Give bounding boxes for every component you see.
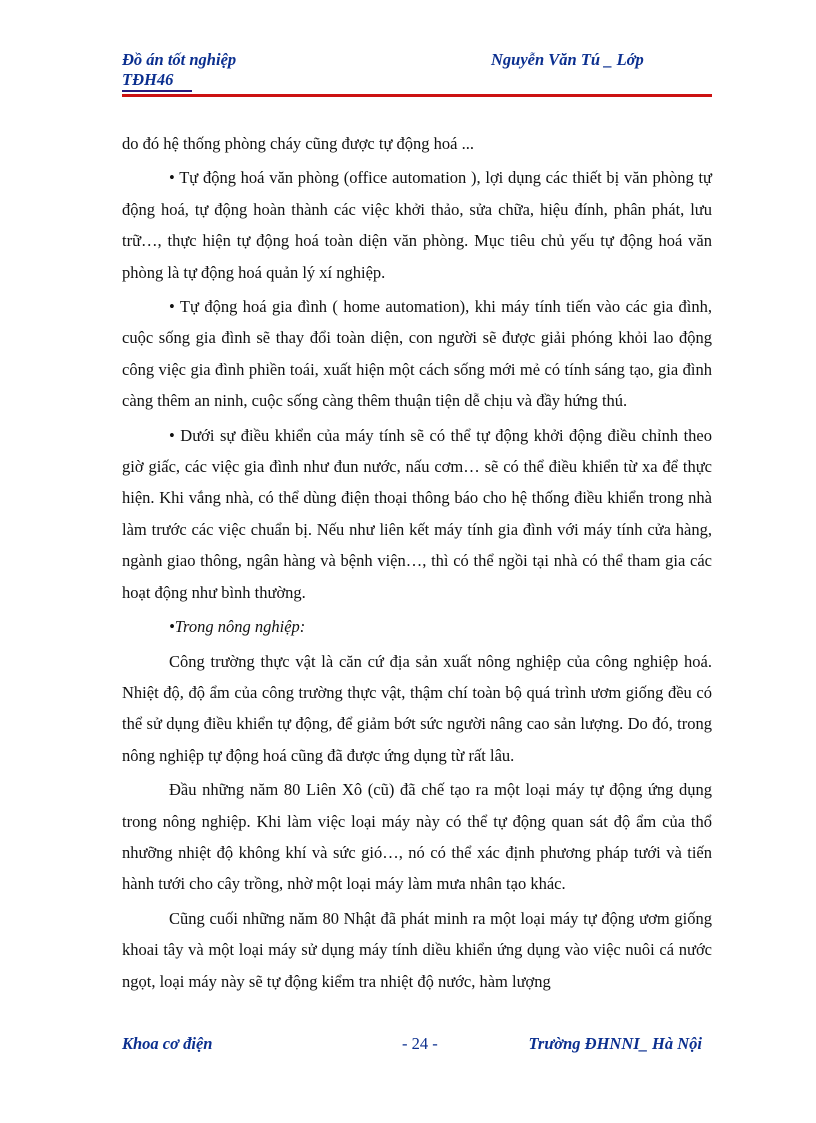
bullet-home-automation [122,291,712,417]
footer-page-number: - 24 - [402,1034,438,1053]
bullet-icon: • [169,297,175,317]
page-footer [122,1032,712,1056]
bullet-text: Dưới sự điều khiển của máy tính sẽ có thể tự động khởi động điều chỉnh theo giờ giấc, các việc gia đình như đun nước, nấu cơm… sẽ có thể điều khiển từ xa để thực hiện. Khi vắng nhà, có thể dùng điện thoại thông báo cho hệ thống điều khiển trong nhà làm trước các việc chuẩn bị. Nếu như liên kết máy tính gia đình với máy tính cửa hàng, ngành giao thông, ngân hàng và bệnh viện…, thì có thể ngồi tại nhà có thể tham gia các hoạt động như bình thường. [122,425,713,602]
header-divider [122,94,712,97]
footer-faculty: Khoa cơ điện [122,1034,213,1053]
bullet-icon: • [169,425,175,445]
page-body [122,128,712,1000]
header-thesis-title: Đồ án tốt nghiệp [122,50,237,69]
header-author: Nguyễn Văn Tú _ Lớp [491,50,644,69]
paragraph-agriculture-1: Công trường thực vật là căn cứ địa sản xuất nông nghiệp của công nghiệp hoá. Nhiệt độ, độ ẩm của công trường thực vật, thậm chí toàn bộ quá trình ươm giống đều có thể sử dụng điều khiển tự động, để giảm bớt sức người nâng cao sản lượng. Do đó, trong nông nghiệp tự động hoá cũng đã được ứng dụng từ rất lâu. [122,651,712,765]
paragraph-continuation: do đó hệ thống phòng cháy cũng được tự động hoá ... [122,134,474,153]
paragraph-agriculture-2: Đầu những năm 80 Liên Xô (cũ) đã chế tạo ra một loại máy tự động ứng dụng trong nông nghiệp. Khi làm việc loại máy này có thể tự động quan sát độ ẩm của thổ nhưỡng nhiệt độ không khí và sức gió…, nó có thể xác định phương pháp tưới và tiến hành tưới cho cây trồng, nhờ một loại máy làm mưa nhân tạo khác. [122,780,712,894]
section-subheading [122,611,712,642]
bullet-text: Tự động hoá gia đình ( home automation), khi máy tính tiến vào các gia đình, cuộc sống gia đình sẽ thay đổi toàn diện, con người sẽ được giải phóng khỏi lao động công việc gia đình phiền toái, xuất hiện một cách sống mới mẻ có tính sáng tạo, gia đình càng thêm an ninh, cuộc sống càng thêm thuận tiện dễ chịu và đầy hứng thú. [122,297,713,411]
bullet-icon: • [169,617,175,637]
header-class-code: TĐH46 [122,70,174,89]
page-header [122,50,712,100]
paragraph-agriculture-3: Cũng cuối những năm 80 Nhật đã phát minh ra một loại máy tự động ươm giống khoai tây và một loại máy sử dụng máy tính diều khiển ứng dụng vào việc nuôi cá nước ngọt, loại máy này sẽ tự động kiểm tra nhiệt độ nước, hàm lượng [122,908,712,991]
bullet-office-automation [122,162,712,288]
bullet-text: Tự động hoá văn phòng (office automation ), lợi dụng các thiết bị văn phòng tự động hoá, tự động hoàn thành các việc khởi thảo, sửa chữa, hiệu đính, phân phát, lưu trữ…, thực hiện tự động hoá toàn diện văn phòng. Mục tiêu chủ yếu tự động hoá văn phòng là tự động hoá quản lý xí nghiệp. [122,168,712,282]
bullet-icon: • [169,168,175,188]
subheading-text: Trong nông nghiệp: [174,617,306,637]
bullet-computer-control [122,420,712,608]
header-accent-line [122,90,192,92]
footer-university: Trường ĐHNNI_ Hà Nội [528,1034,702,1053]
